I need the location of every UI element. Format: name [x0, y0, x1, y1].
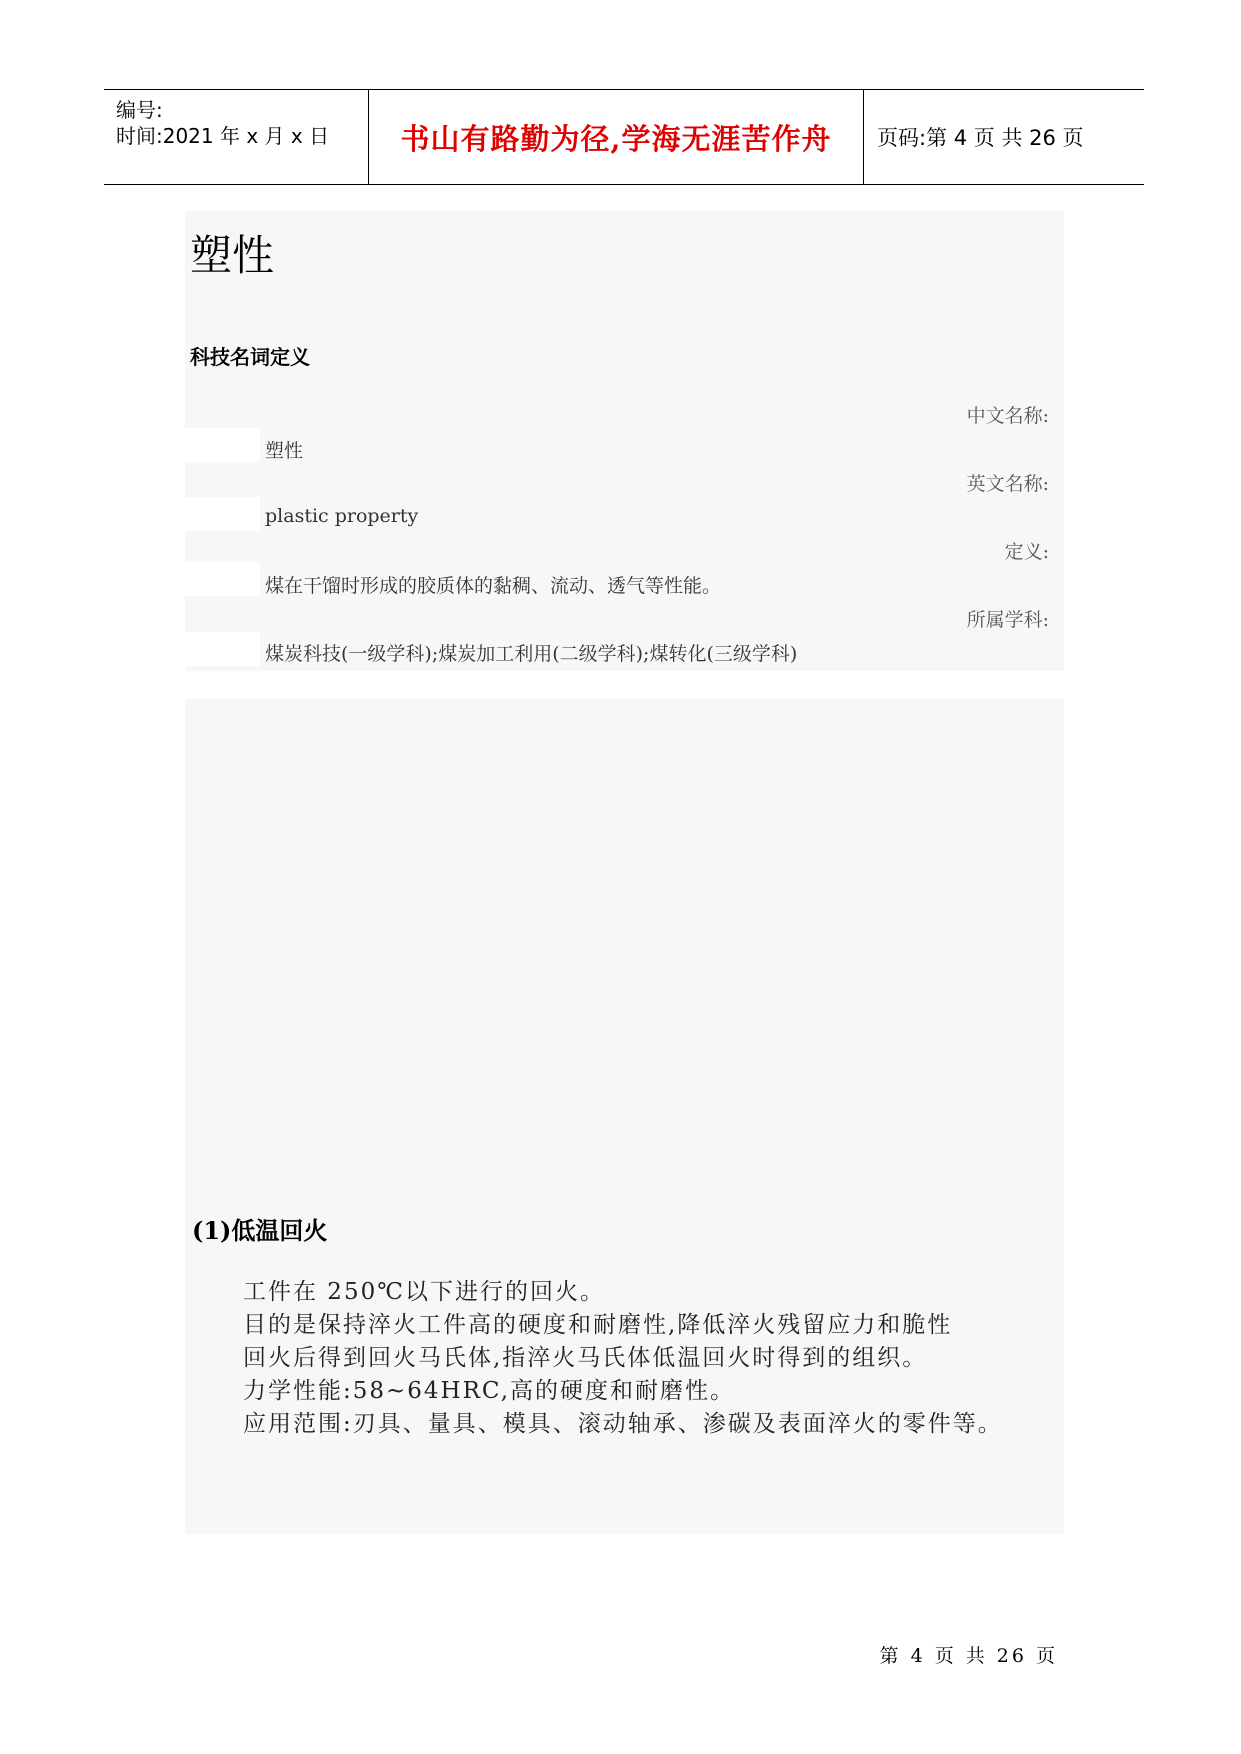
- row-spacer: [185, 497, 260, 531]
- page-footer: 第 4 页 共 26 页: [879, 1645, 1058, 1667]
- field-label-definition: 定义:: [1004, 541, 1049, 563]
- header-meta-cell: [104, 90, 369, 184]
- section-line: 应用范围:刃具、量具、模具、滚动轴承、渗碳及表面淬火的零件等。: [243, 1411, 1003, 1437]
- section-title: (1)低温回火: [192, 1216, 328, 1245]
- header-motto-cell: [369, 90, 864, 184]
- field-label-chinese-name: 中文名称:: [966, 405, 1049, 427]
- document-time-label: 时间:2021 年 x 月 x 日: [116, 124, 330, 148]
- field-value-chinese-name: 塑性: [265, 440, 304, 462]
- header-page-info: 页码:第 4 页 共 26 页: [877, 126, 1084, 150]
- document-header: [104, 89, 1144, 185]
- section-line: 目的是保持淬火工件高的硬度和耐磨性,降低淬火残留应力和脆性: [243, 1312, 953, 1338]
- header-page-cell: [865, 90, 1144, 184]
- section-line: 工件在 250℃以下进行的回火。: [243, 1279, 605, 1305]
- field-value-definition: 煤在干馏时形成的胶质体的黏稠、流动、透气等性能。: [265, 575, 722, 597]
- entry-title: 塑性: [190, 231, 275, 280]
- row-spacer: [185, 428, 260, 462]
- field-label-english-name: 英文名称:: [966, 473, 1049, 495]
- field-label-discipline: 所属学科:: [966, 609, 1049, 631]
- row-spacer: [185, 562, 260, 596]
- section-line: 力学性能:58~64HRC,高的硬度和耐磨性。: [243, 1378, 736, 1404]
- header-motto: 书山有路勤为径,学海无涯苦作舟: [400, 121, 832, 156]
- field-value-english-name: plastic property: [265, 505, 419, 527]
- definition-panel: [185, 211, 1064, 671]
- section-line: 回火后得到回火马氏体,指淬火马氏体低温回火时得到的组织。: [243, 1345, 928, 1371]
- document-number-label: 编号:: [116, 98, 163, 122]
- entry-subheading: 科技名词定义: [190, 345, 310, 369]
- row-spacer: [185, 632, 260, 666]
- field-value-discipline: 煤炭科技(一级学科);煤炭加工利用(二级学科);煤转化(三级学科): [265, 643, 798, 665]
